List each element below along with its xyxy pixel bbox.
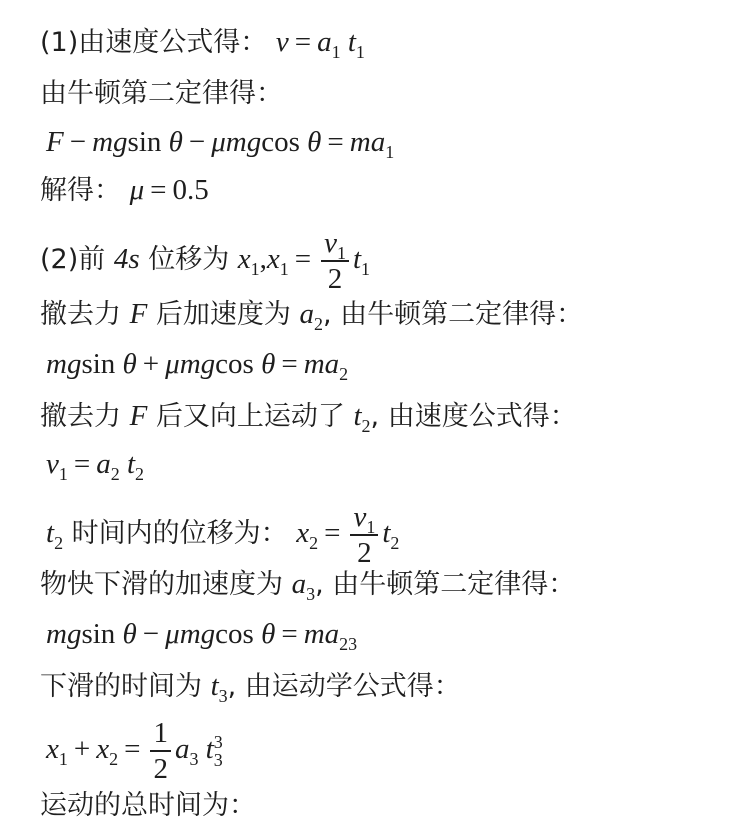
func-sin: sin: [81, 348, 116, 380]
term-mumg: μmg: [165, 618, 216, 650]
subscript: 1: [279, 258, 289, 279]
var-theta: θ: [307, 126, 322, 158]
newton-law-label: 由牛顿第二定律得：: [40, 78, 283, 109]
var-a3: [291, 568, 316, 604]
equals: =: [327, 126, 344, 158]
step2-label: (2)前: [40, 244, 114, 276]
subscript: 1: [337, 242, 346, 263]
line-5: [40, 228, 370, 295]
term-ma: ma: [303, 618, 340, 650]
var-mu: μ: [129, 174, 145, 206]
var-x: x: [266, 243, 280, 276]
minus: −: [142, 618, 160, 650]
term-mg: mg: [46, 618, 82, 650]
equals: =: [281, 348, 298, 380]
var-x: x: [46, 733, 59, 766]
minus: −: [188, 126, 206, 158]
line-11: [40, 566, 575, 605]
var-a: a: [317, 26, 332, 58]
subscript: 1: [58, 748, 68, 769]
displacement-label: 位移为: [139, 244, 238, 276]
equals: =: [294, 26, 312, 58]
comma: ,: [259, 243, 267, 276]
text: , 由牛顿第二定律得：: [315, 569, 576, 600]
text: 撤去力: [40, 299, 130, 330]
subscript: 23: [339, 633, 358, 654]
var-a: a: [291, 568, 307, 600]
subscript: 3: [306, 583, 316, 604]
var-t: t: [126, 448, 136, 480]
numerator: [350, 502, 378, 536]
term-mumg: μmg: [165, 348, 216, 380]
var-t2: [353, 400, 371, 436]
var-t: t: [352, 243, 362, 276]
term-ma: ma: [303, 348, 340, 380]
subscript: 1: [366, 516, 376, 537]
force-equation-3: [46, 616, 357, 655]
fraction: [321, 228, 349, 295]
text: 后又向上运动了: [147, 401, 354, 432]
var-a: a: [299, 298, 314, 330]
subscript: 2: [110, 463, 120, 484]
var-v: v: [353, 501, 367, 533]
fraction: [350, 502, 378, 569]
fraction: [150, 718, 171, 785]
equals: =: [124, 733, 141, 766]
line-8: [40, 398, 577, 437]
var-F: F: [129, 400, 148, 432]
text: , 由速度公式得：: [370, 401, 577, 432]
text: 撤去力: [40, 401, 130, 432]
var-t: t: [210, 670, 219, 702]
subscript: 1: [355, 41, 365, 62]
line-1: [40, 24, 365, 63]
term-ma: ma: [349, 126, 386, 158]
var-x: x: [96, 733, 110, 766]
displacement-formula-2: [296, 501, 400, 570]
subscript: 2: [361, 415, 371, 436]
var-t: t: [205, 733, 214, 766]
mu-value: 0.5: [172, 174, 209, 206]
var-v: v: [275, 26, 289, 58]
mu-result: [130, 174, 209, 206]
line-4: [40, 172, 209, 209]
line-13: [40, 668, 461, 707]
equals: =: [281, 618, 298, 650]
var-F: F: [129, 298, 148, 330]
var-theta: θ: [168, 126, 183, 158]
subscript: 1: [361, 258, 371, 279]
var-a2: [299, 298, 323, 334]
subscript: 2: [339, 363, 349, 384]
term-mg: mg: [92, 126, 128, 158]
func-cos: cos: [215, 348, 254, 380]
equals: =: [324, 517, 341, 550]
func-sin: sin: [127, 126, 162, 158]
subscript: 3: [189, 748, 199, 769]
numerator: [321, 228, 349, 262]
var-x: x: [296, 517, 310, 550]
subscript: 2: [135, 463, 144, 484]
subscript: 2: [54, 532, 64, 553]
sup-sub: [214, 733, 223, 769]
line-15: [40, 788, 256, 824]
equals: =: [294, 243, 312, 276]
var-t: t: [382, 517, 391, 550]
var-theta: θ: [122, 348, 137, 380]
denominator: 2: [153, 753, 168, 786]
var-theta: θ: [261, 348, 276, 380]
subscript: 2: [109, 748, 119, 769]
subscript: 3: [213, 750, 223, 771]
force-equation-1: [46, 124, 394, 163]
text: 后加速度为: [147, 299, 300, 330]
total-time-label: 运动的总时间为：: [40, 790, 256, 821]
subscript: 2: [313, 313, 323, 334]
func-sin: sin: [81, 618, 116, 650]
var-v: v: [46, 448, 59, 480]
var-theta: θ: [261, 618, 276, 650]
var-t: t: [347, 26, 356, 58]
var-t2: [46, 517, 64, 553]
var-a: a: [174, 733, 190, 766]
line-2: [40, 76, 283, 112]
term-mg: mg: [46, 348, 82, 380]
text: 物快下滑的加速度为: [40, 569, 292, 600]
var-t: t: [353, 400, 362, 432]
var-F: F: [46, 126, 64, 158]
subscript: 1: [58, 463, 68, 484]
displacement-formula-1: [237, 227, 371, 296]
var-x: x: [237, 243, 251, 276]
var-t: t: [46, 517, 55, 550]
text: 下滑的时间为: [40, 671, 211, 702]
kinematics-equation: [46, 718, 223, 785]
var-theta: θ: [122, 618, 137, 650]
superscript: 3: [213, 732, 223, 753]
equals: =: [73, 448, 91, 480]
denominator: 2: [357, 537, 372, 570]
text: , 由运动学公式得：: [227, 671, 461, 702]
subscript: 1: [385, 141, 395, 162]
func-cos: cos: [215, 618, 254, 650]
subscript: 1: [250, 258, 260, 279]
force-equation-2: [46, 346, 348, 385]
var-t3: [210, 670, 228, 706]
denominator: 2: [327, 263, 343, 296]
time-4s: 4s: [113, 243, 140, 276]
var-v: v: [324, 227, 337, 259]
plus: +: [142, 348, 160, 380]
line-6: [40, 296, 583, 335]
velocity-equation-2: [46, 446, 144, 485]
var-a: a: [96, 448, 111, 480]
minus: −: [69, 126, 87, 158]
func-cos: cos: [261, 126, 300, 158]
line-10: [46, 502, 399, 569]
term-mumg: μmg: [211, 126, 262, 158]
text: 时间内的位移为：: [63, 518, 288, 550]
solve-label: 解得：: [40, 175, 121, 206]
numerator: 1: [150, 718, 171, 752]
subscript: 2: [309, 532, 319, 553]
subscript: 1: [331, 41, 341, 62]
plus: +: [73, 733, 91, 766]
text: , 由牛顿第二定律得：: [322, 299, 584, 330]
step1-label: (1)由速度公式得：: [40, 27, 268, 58]
subscript: 2: [390, 532, 400, 553]
velocity-formula: [275, 26, 365, 62]
equals: =: [150, 174, 167, 206]
subscript: 3: [218, 685, 228, 706]
